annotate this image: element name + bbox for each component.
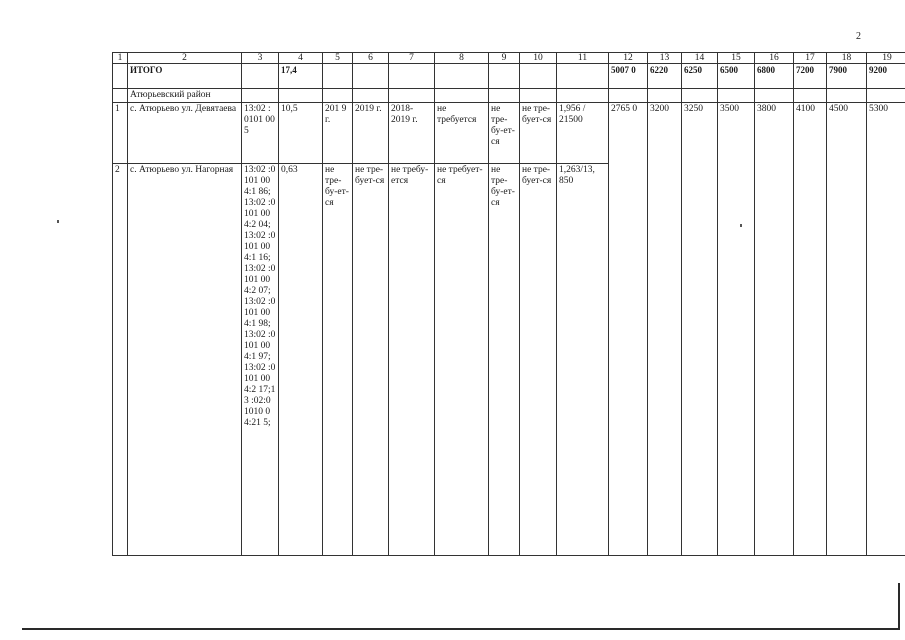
col-header: 5	[323, 53, 353, 64]
cell-c5: не тре-бу-ет-ся	[323, 164, 353, 556]
cell-c12: 2765 0	[609, 103, 648, 556]
road-length: 10,5	[279, 103, 323, 164]
sheet-edge-right	[898, 583, 900, 630]
page-number: 2	[856, 31, 861, 42]
district-row	[113, 89, 905, 103]
total-c15: 6500	[718, 64, 755, 89]
district-name: Атюрьевский район	[128, 89, 242, 103]
col-header: 14	[682, 53, 718, 64]
road-name: с. Атюрьево ул. Девятаева	[128, 103, 242, 164]
cell-c19: 5300	[867, 103, 905, 556]
total-c16: 6800	[755, 64, 794, 89]
cell-c8: не требуется	[435, 103, 489, 164]
col-header: 3	[242, 53, 279, 64]
sheet-edge-bottom	[22, 628, 900, 630]
cell-c15: 3500	[718, 103, 755, 556]
total-c18: 7900	[827, 64, 867, 89]
col-header: 11	[557, 53, 609, 64]
col-header: 13	[648, 53, 682, 64]
cadastral-number: 13:02 : 0101 005	[242, 103, 279, 164]
data-table	[112, 52, 905, 556]
col-header: 15	[718, 53, 755, 64]
cell-c6: 2019 г.	[353, 103, 389, 164]
cell-c10: не тре-бует-ся	[520, 103, 557, 164]
cell-c11: 1,263/13, 850	[557, 164, 609, 556]
cell-c9: не тре-бу-ет-ся	[489, 103, 520, 164]
cell-c8: не требует-ся	[435, 164, 489, 556]
row-number: 1	[113, 103, 128, 164]
col-header: 16	[755, 53, 794, 64]
cell-c18: 4500	[827, 103, 867, 556]
total-c12: 5007 0	[609, 64, 648, 89]
col-header: 17	[794, 53, 827, 64]
total-c19: 9200	[867, 64, 905, 89]
cell-c9: не тре-бу-ет-ся	[489, 164, 520, 556]
col-header: 12	[609, 53, 648, 64]
total-c13: 6220	[648, 64, 682, 89]
cell-c16: 3800	[755, 103, 794, 556]
row-number: 2	[113, 164, 128, 556]
col-header: 19	[867, 53, 905, 64]
col-header: 2	[128, 53, 242, 64]
total-length: 17,4	[279, 64, 323, 89]
cell-c7: 2018-2019 г.	[389, 103, 435, 164]
col-header: 7	[389, 53, 435, 64]
total-c17: 7200	[794, 64, 827, 89]
cell-c17: 4100	[794, 103, 827, 556]
total-label: ИТОГО	[128, 64, 242, 89]
cell-c11: 1,956 / 21500	[557, 103, 609, 164]
col-header: 18	[827, 53, 867, 64]
road-length: 0,63	[279, 164, 323, 556]
cell-c6: не тре-бует-ся	[353, 164, 389, 556]
col-header: 9	[489, 53, 520, 64]
col-header: 6	[353, 53, 389, 64]
scan-speck	[57, 220, 59, 223]
cell-c10: не тре-бует-ся	[520, 164, 557, 556]
cadastral-number: 13:02 :0101 004:1 86; 13:02 :0101 004:2 04; 13:02 :0101 004:1 16; 13:02 :0101 004:2 07; 13:02 :0101 004:1 98; 13:02 :0101 004:1 97; 13:02 :0101 004:2 17;13 :02:0 1010 04:21 5;	[242, 164, 279, 556]
cell-c14: 3250	[682, 103, 718, 556]
total-row	[113, 64, 905, 89]
cell-c7: не требу-ется	[389, 164, 435, 556]
scan-speck	[740, 224, 742, 227]
total-c14: 6250	[682, 64, 718, 89]
cell-c13: 3200	[648, 103, 682, 556]
header-row	[113, 53, 905, 64]
cell-c5: 201 9 г.	[323, 103, 353, 164]
road-name: с. Атюрьево ул. Нагорная	[128, 164, 242, 556]
col-header: 8	[435, 53, 489, 64]
col-header: 10	[520, 53, 557, 64]
table-row	[113, 103, 905, 164]
col-header: 1	[113, 53, 128, 64]
col-header: 4	[279, 53, 323, 64]
